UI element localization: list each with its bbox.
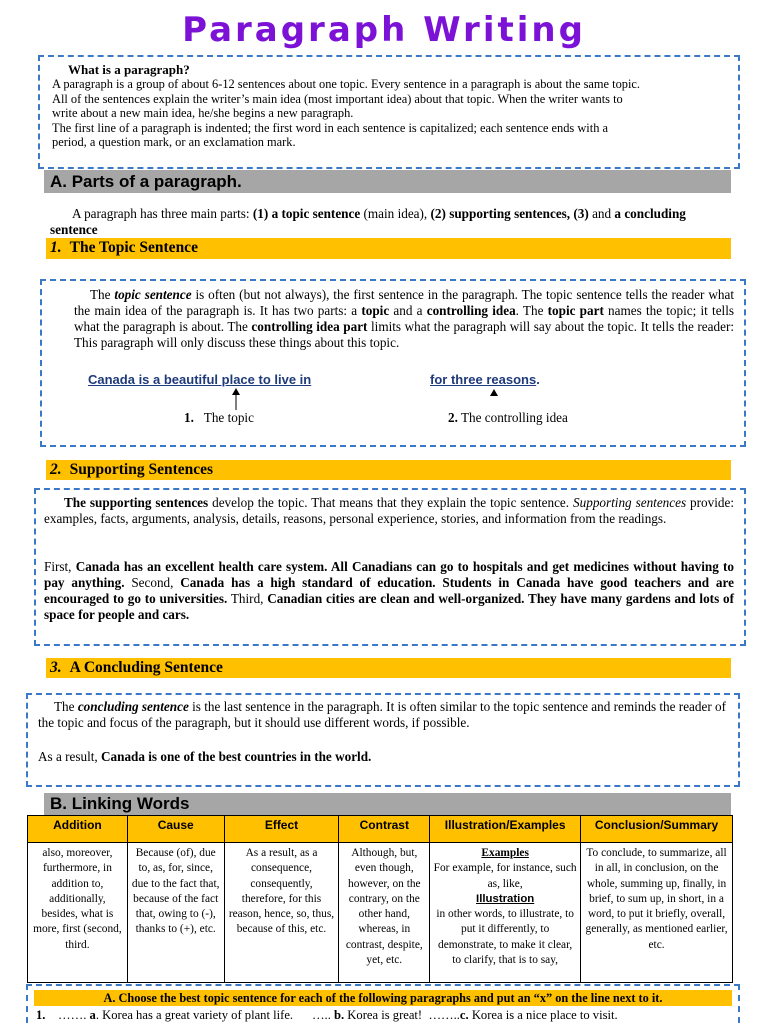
- text: (1) a topic sentence: [252, 206, 361, 221]
- heading-text: The Topic Sentence: [69, 239, 198, 256]
- column-header-addition: Addition: [28, 816, 128, 843]
- supporting-sentences-heading: [46, 460, 731, 480]
- table-header-row: [28, 816, 733, 843]
- text: Second,: [124, 575, 181, 590]
- text: is the last sentence in the paragraph. It is often similar to the topic sentence and reminds the reader of the topic and focus of the paragraph, but it should use different words, if possible.: [38, 699, 727, 730]
- illustration-text: in other words, to illustrate, to put it differently, to demonstrate, to make it clear, to clarify, that is to say,: [436, 908, 574, 967]
- option-label: a: [89, 1008, 96, 1022]
- heading-number: 1.: [50, 239, 62, 256]
- supporting-example: [44, 559, 734, 623]
- concluding-example: [38, 749, 728, 765]
- illustration-subheading: Illustration: [476, 892, 535, 905]
- text: names the topic; it tells what the paragraph is about. The: [74, 303, 735, 334]
- section-b-heading: B. Linking Words: [44, 793, 731, 815]
- topic-sentence-text: [74, 287, 734, 351]
- column-header-contrast: Contrast: [339, 816, 430, 843]
- text: . The: [515, 303, 548, 318]
- cell-cause: Because (of), due to, as, for, since, due to the fact that, because of the fact that, owing to (-), thanks to (+), etc.: [127, 843, 224, 983]
- option-label: b.: [334, 1008, 345, 1022]
- text: (2) supporting sentences, (3): [430, 206, 589, 221]
- answer-blank-b[interactable]: …..: [311, 1008, 331, 1022]
- page-title: Paragraph Writing: [182, 10, 586, 50]
- linking-words-table: [27, 815, 733, 983]
- intro-box: [38, 55, 740, 169]
- column-header-conclusion: Conclusion/Summary: [581, 816, 733, 843]
- text: controlling idea part: [251, 319, 368, 334]
- heading-number: 3.: [50, 659, 62, 676]
- text: The topic: [203, 410, 254, 425]
- text: topic part: [547, 303, 604, 318]
- text: Canada is one of the best countries in the world.: [101, 749, 372, 764]
- text: topic: [361, 303, 390, 318]
- intro-line: All of the sentences explain the writer’s main idea (most important idea) about that topic. When the writer wants to: [52, 91, 623, 106]
- cell-conclusion: To conclude, to summarize, all in all, in conclusion, on the whole, summing up, finally, in brief, to sum up, in short, in a word, to put it briefly, overall, generally, as mentioned earlier, etc.: [581, 843, 733, 983]
- option-text: Korea is a nice place to visit.: [468, 1008, 618, 1022]
- text: controlling idea: [426, 303, 516, 318]
- cell-illustration: [430, 843, 581, 983]
- section-a-intro: [50, 206, 730, 238]
- text: limits what the paragraph will say about the topic. It tells the reader: This paragraph will only discuss these things about this topic.: [74, 319, 735, 350]
- text: is often (but not always), the first sentence in the paragraph. The topic sentence tells the reader what the main idea of the paragraph is. It has two parts: a: [74, 287, 734, 318]
- text: Canada has a high standard of education. Students in Canada have good teachers and are encouraged to go to universities.: [44, 575, 734, 606]
- heading-text: Supporting Sentences: [69, 461, 214, 478]
- arrow-up-icon: [488, 388, 500, 398]
- text: First,: [44, 559, 76, 574]
- text: 1.: [184, 410, 194, 425]
- exercise-question-1: [36, 1007, 736, 1023]
- cell-effect: As a result, as a consequence, consequently, therefore, for this reason, hence, so, thus, because of this, etc.: [224, 843, 339, 983]
- option-label: c.: [459, 1008, 469, 1022]
- text: As a result,: [38, 749, 101, 764]
- examples-subheading: Examples: [481, 847, 529, 859]
- text: provide: examples, facts, arguments, analysis, details, reasons, personal experience, stories, and information from the readings.: [44, 495, 735, 526]
- column-header-effect: Effect: [224, 816, 339, 843]
- concluding-sentence-text: [38, 699, 728, 731]
- text: The controlling idea: [460, 410, 568, 425]
- text: topic sentence: [114, 287, 192, 302]
- text: for three reasons: [430, 372, 537, 387]
- text: .: [536, 372, 540, 387]
- heading-text: A Concluding Sentence: [69, 659, 223, 676]
- examples-text: For example, for instance, such as, like,: [433, 862, 577, 890]
- text: (main idea),: [360, 206, 431, 221]
- text: and: [588, 206, 615, 221]
- text: A paragraph has three main parts:: [72, 206, 253, 221]
- label-controlling-idea: [448, 410, 568, 426]
- intro-line: period, a question mark, or an exclamation mark.: [52, 135, 296, 150]
- option-text: Korea is great!: [344, 1008, 423, 1022]
- question-number: 1.: [36, 1008, 46, 1022]
- text: 2.: [448, 410, 458, 425]
- cell-addition: also, moreover, furthermore, in addition to, additionally, besides, what is more, first (second, third.: [28, 843, 128, 983]
- text: The: [90, 287, 115, 302]
- label-topic: [184, 410, 254, 426]
- intro-question: What is a paragraph?: [68, 62, 190, 77]
- table-row: [28, 843, 733, 983]
- text: a concluding sentence: [50, 206, 686, 237]
- column-header-cause: Cause: [127, 816, 224, 843]
- intro-line: The first line of a paragraph is indented; the first word in each sentence is capitalized; each sentence ends with a: [52, 120, 608, 135]
- arrow-up-icon: [230, 388, 242, 410]
- example-controlling-idea: [430, 372, 540, 387]
- text: The supporting sentences: [64, 495, 209, 510]
- column-header-illustration: Illustration/Examples: [430, 816, 581, 843]
- text: Supporting sentences: [573, 495, 687, 510]
- text: develop the topic. That means that they explain the topic sentence.: [208, 495, 574, 510]
- intro-line: write about a new main idea, he/she begins a new paragraph.: [52, 106, 354, 121]
- text: Canadian cities are clean and well-organized. They have many gardens and lots of space for people and cars.: [44, 591, 734, 622]
- concluding-sentence-heading: [46, 658, 731, 678]
- answer-blank-a[interactable]: …….: [58, 1008, 87, 1022]
- cell-contrast: Although, but, even though, however, on the contrary, on the other hand, whereas, in contrast, despite, yet, etc.: [339, 843, 430, 983]
- topic-sentence-heading: [46, 238, 731, 259]
- text: Canada has an excellent health care system. All Canadians can go to hospitals and get medicines without having to pay anything.: [44, 559, 734, 590]
- intro-line: A paragraph is a group of about 6-12 sentences about one topic. Every sentence in a paragraph is about the same topic.: [52, 77, 641, 92]
- heading-number: 2.: [50, 461, 62, 478]
- answer-blank-c[interactable]: ……..: [428, 1008, 460, 1022]
- text: and a: [389, 303, 427, 318]
- text: Third,: [227, 591, 268, 606]
- example-topic: Canada is a beautiful place to live in: [88, 372, 312, 387]
- option-text: . Korea has a great variety of plant life.: [95, 1008, 294, 1022]
- text: The: [54, 699, 78, 714]
- text: concluding sentence: [77, 699, 189, 714]
- exercise-heading: A. Choose the best topic sentence for each of the following paragraphs and put an “x” on the line next to it.: [34, 990, 732, 1006]
- section-a-heading: A. Parts of a paragraph.: [44, 170, 731, 193]
- supporting-sentences-text: [44, 495, 734, 527]
